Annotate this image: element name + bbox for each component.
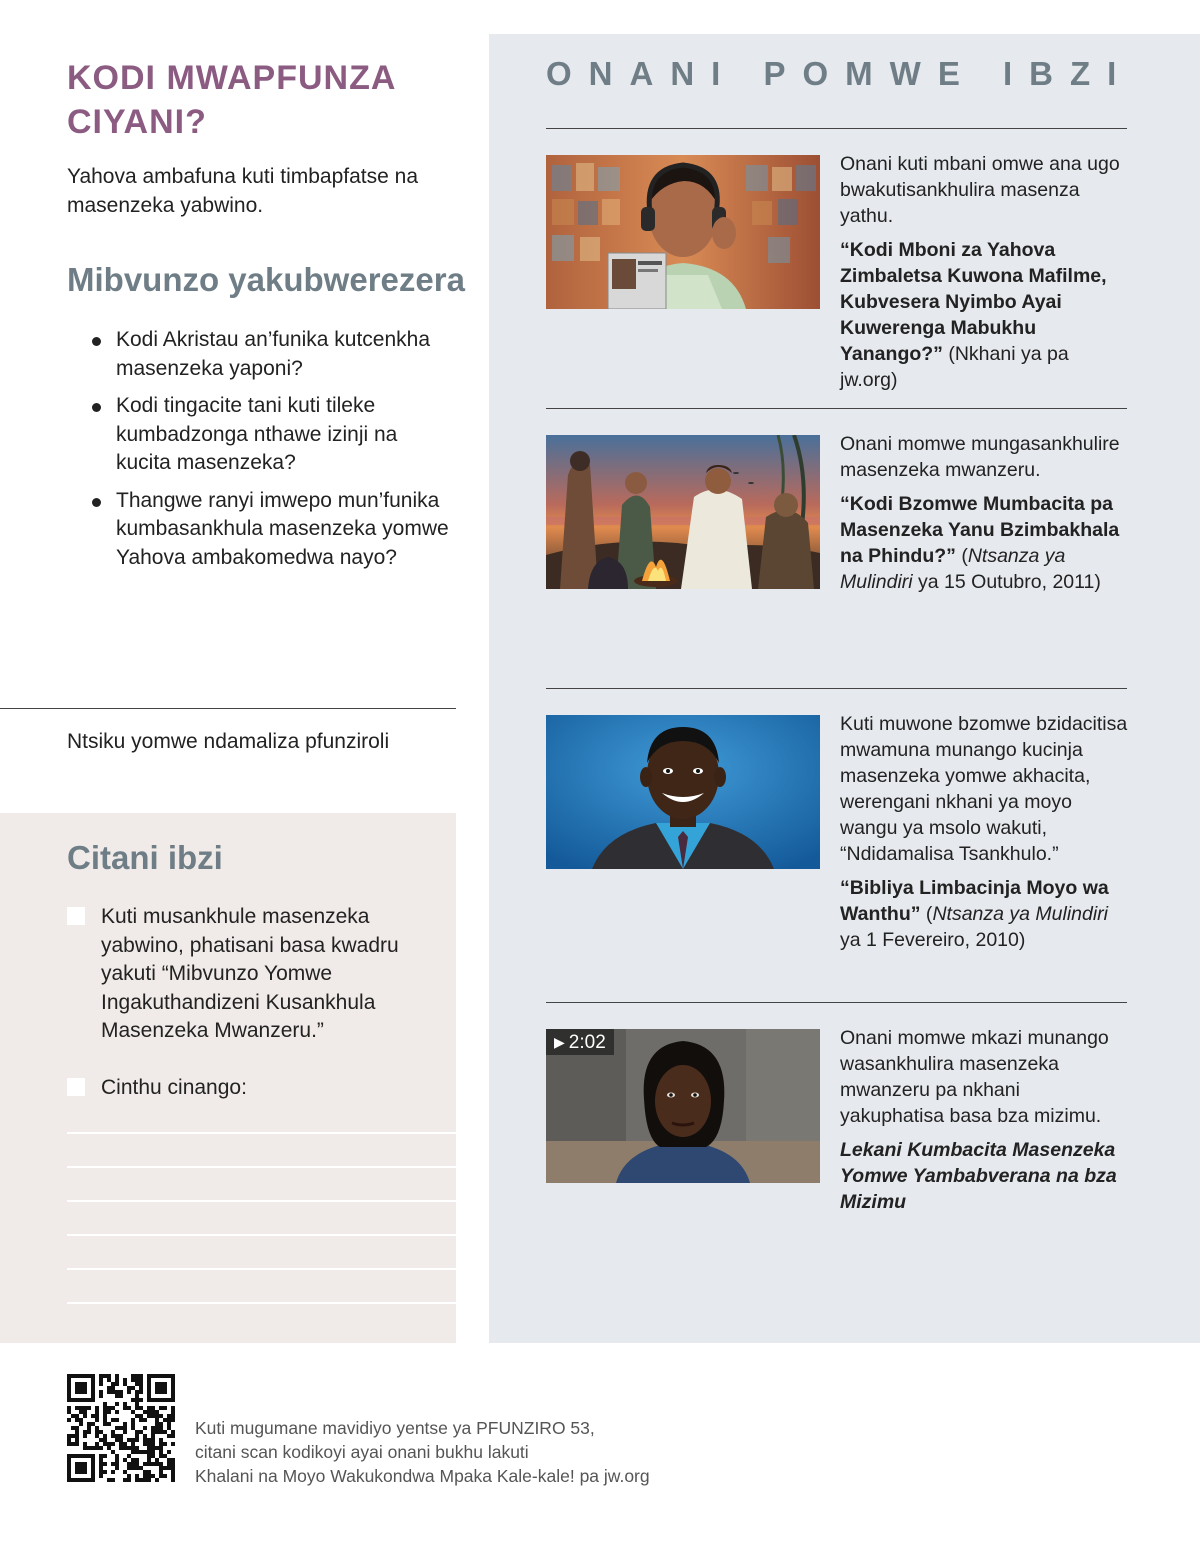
article-description: Onani kuti mbani omwe ana ugo bwakutisankhulira masenza yathu. [840,153,1120,227]
activity-heading: Citani ibzi [67,839,223,876]
review-question [90,487,456,573]
article-source-open: ( [920,903,933,925]
book-title: Khalani na Moyo Wakukondwa Mpaka Kale-kale! [195,1466,575,1486]
review-question-text: Kodi Akristau an’funika kutcenkha masenzeka yaponi? [116,328,431,380]
magazine-name: Ntsanza ya Mulindiri [840,545,1066,593]
article-title-link[interactable]: “Kodi Bzomwe Mumbacita pa Masenzeka Yanu Bzimbakhala na Phindu?” [840,493,1120,567]
teen-with-headphones-icon [546,155,820,309]
bullet-icon [92,337,101,346]
activity-checklist-item [67,903,437,1053]
lesson-summary-text: Yahova ambafuna kuti timbapfatse na masenzeka yabwino. [67,165,419,217]
article-source-open: ( [955,545,968,567]
review-questions-list [90,326,456,581]
section-rule [546,408,1127,409]
section-rule [546,688,1127,689]
review-question [90,392,456,478]
qr-code-icon [67,1374,175,1482]
checkbox[interactable] [67,1078,85,1096]
video-duration-badge [546,1029,614,1055]
footer-line-rest: pa jw.org [574,1466,650,1486]
article-title-link[interactable]: “Kodi Mboni za Yahova Zimbaletsa Kuwona Mafilme, Kubvesera Nyimbo Ayai Kuwerenga Mabukhu Yanango?” [840,239,1107,365]
article-source: (Nkhani ya pa jw.org) [840,343,1069,391]
video-description: Onani momwe mkazi munango wasankhulira masenzeka mwanzeru pa nkhani yakuphatisa basa bza mizimu. [840,1027,1109,1127]
completion-date-label: Ntsiku yomwe ndamaliza pfunziroli [67,730,390,753]
article-description: Kuti muwone bzomwe bzidacitisa mwamuna munango kucinja masenzeka yomwe akhacita, werengani nkhani ya moyo wangu ya msolo wakuti, “Ndidamalisa Tsankhulo.” [840,713,1128,865]
note-line[interactable] [67,1200,456,1202]
video-duration: 2:02 [568,1032,606,1053]
qr-code[interactable] [67,1374,175,1482]
video-title-link[interactable]: Lekani Kumbacita Masenzeka Yomwe Yambabverana na bza Mizimu [840,1139,1117,1213]
jesus-at-campfire-icon [546,435,820,589]
review-question-text: Kodi tingacite tani kuti tileke kumbadzonga nthawe izinji na kucita masenzeka? [116,394,398,474]
section-rule [546,1002,1127,1003]
activity-checklist-item [67,1074,437,1104]
footer-line: Kuti mugumane mavidiyo yentse ya PFUNZIRO 53, [195,1418,595,1438]
note-line[interactable] [67,1268,456,1270]
note-line[interactable] [67,1302,456,1304]
article-title-link[interactable]: “Bibliya Limbacinja Moyo wa Wanthu” [840,877,1109,925]
note-line[interactable] [67,1132,456,1134]
activity-checklist-text: Kuti musankhule masenzeka yabwino, phatisani basa kwadru yakuti “Mibvunzo Yomwe Ingakuthandizeni Kusankhula Masenzeka Mwanzeru.” [101,905,399,1042]
bullet-icon [92,498,101,507]
video-entry [840,1025,1128,1215]
magazine-name: Ntsanza ya Mulindiri [932,903,1109,925]
review-questions-heading: Mibvunzo yakubwerezera [67,261,465,298]
article-source-date: ya 1 Fevereiro, 2010) [840,929,1026,951]
note-line[interactable] [67,1166,456,1168]
article-entry [840,151,1128,393]
footer-line: citani scan kodikoyi ayai onani bukhu lakuti [195,1442,529,1462]
play-icon: ▶ [554,1034,565,1050]
note-line[interactable] [67,1234,456,1236]
bullet-icon [92,403,101,412]
article-thumbnail[interactable] [546,715,820,869]
article-thumbnail[interactable] [546,155,820,309]
article-thumbnail[interactable] [546,435,820,589]
article-source-date: ya 15 Outubro, 2011) [912,571,1101,593]
article-description: Onani momwe mungasankhulire masenzeka mwanzeru. [840,433,1120,481]
lesson-summary-heading: KODI MWAPFUNZA CIYANI? [67,59,396,141]
video-thumbnail[interactable] [546,1029,820,1183]
footer-note [195,1416,815,1488]
see-also-heading: ONANI POMWE IBZI [546,55,1134,92]
review-question [90,326,456,383]
article-entry [840,431,1128,595]
review-question-text: Thangwe ranyi imwepo mun’funika kumbasankhula masenzeka yomwe Yahova ambakomedwa nayo? [116,488,449,569]
section-rule [546,128,1127,129]
date-rule [0,708,456,709]
smiling-man-icon [546,715,820,869]
article-entry [840,711,1128,953]
activity-checklist-text: Cinthu cinango: [101,1076,247,1099]
checkbox[interactable] [67,907,85,925]
